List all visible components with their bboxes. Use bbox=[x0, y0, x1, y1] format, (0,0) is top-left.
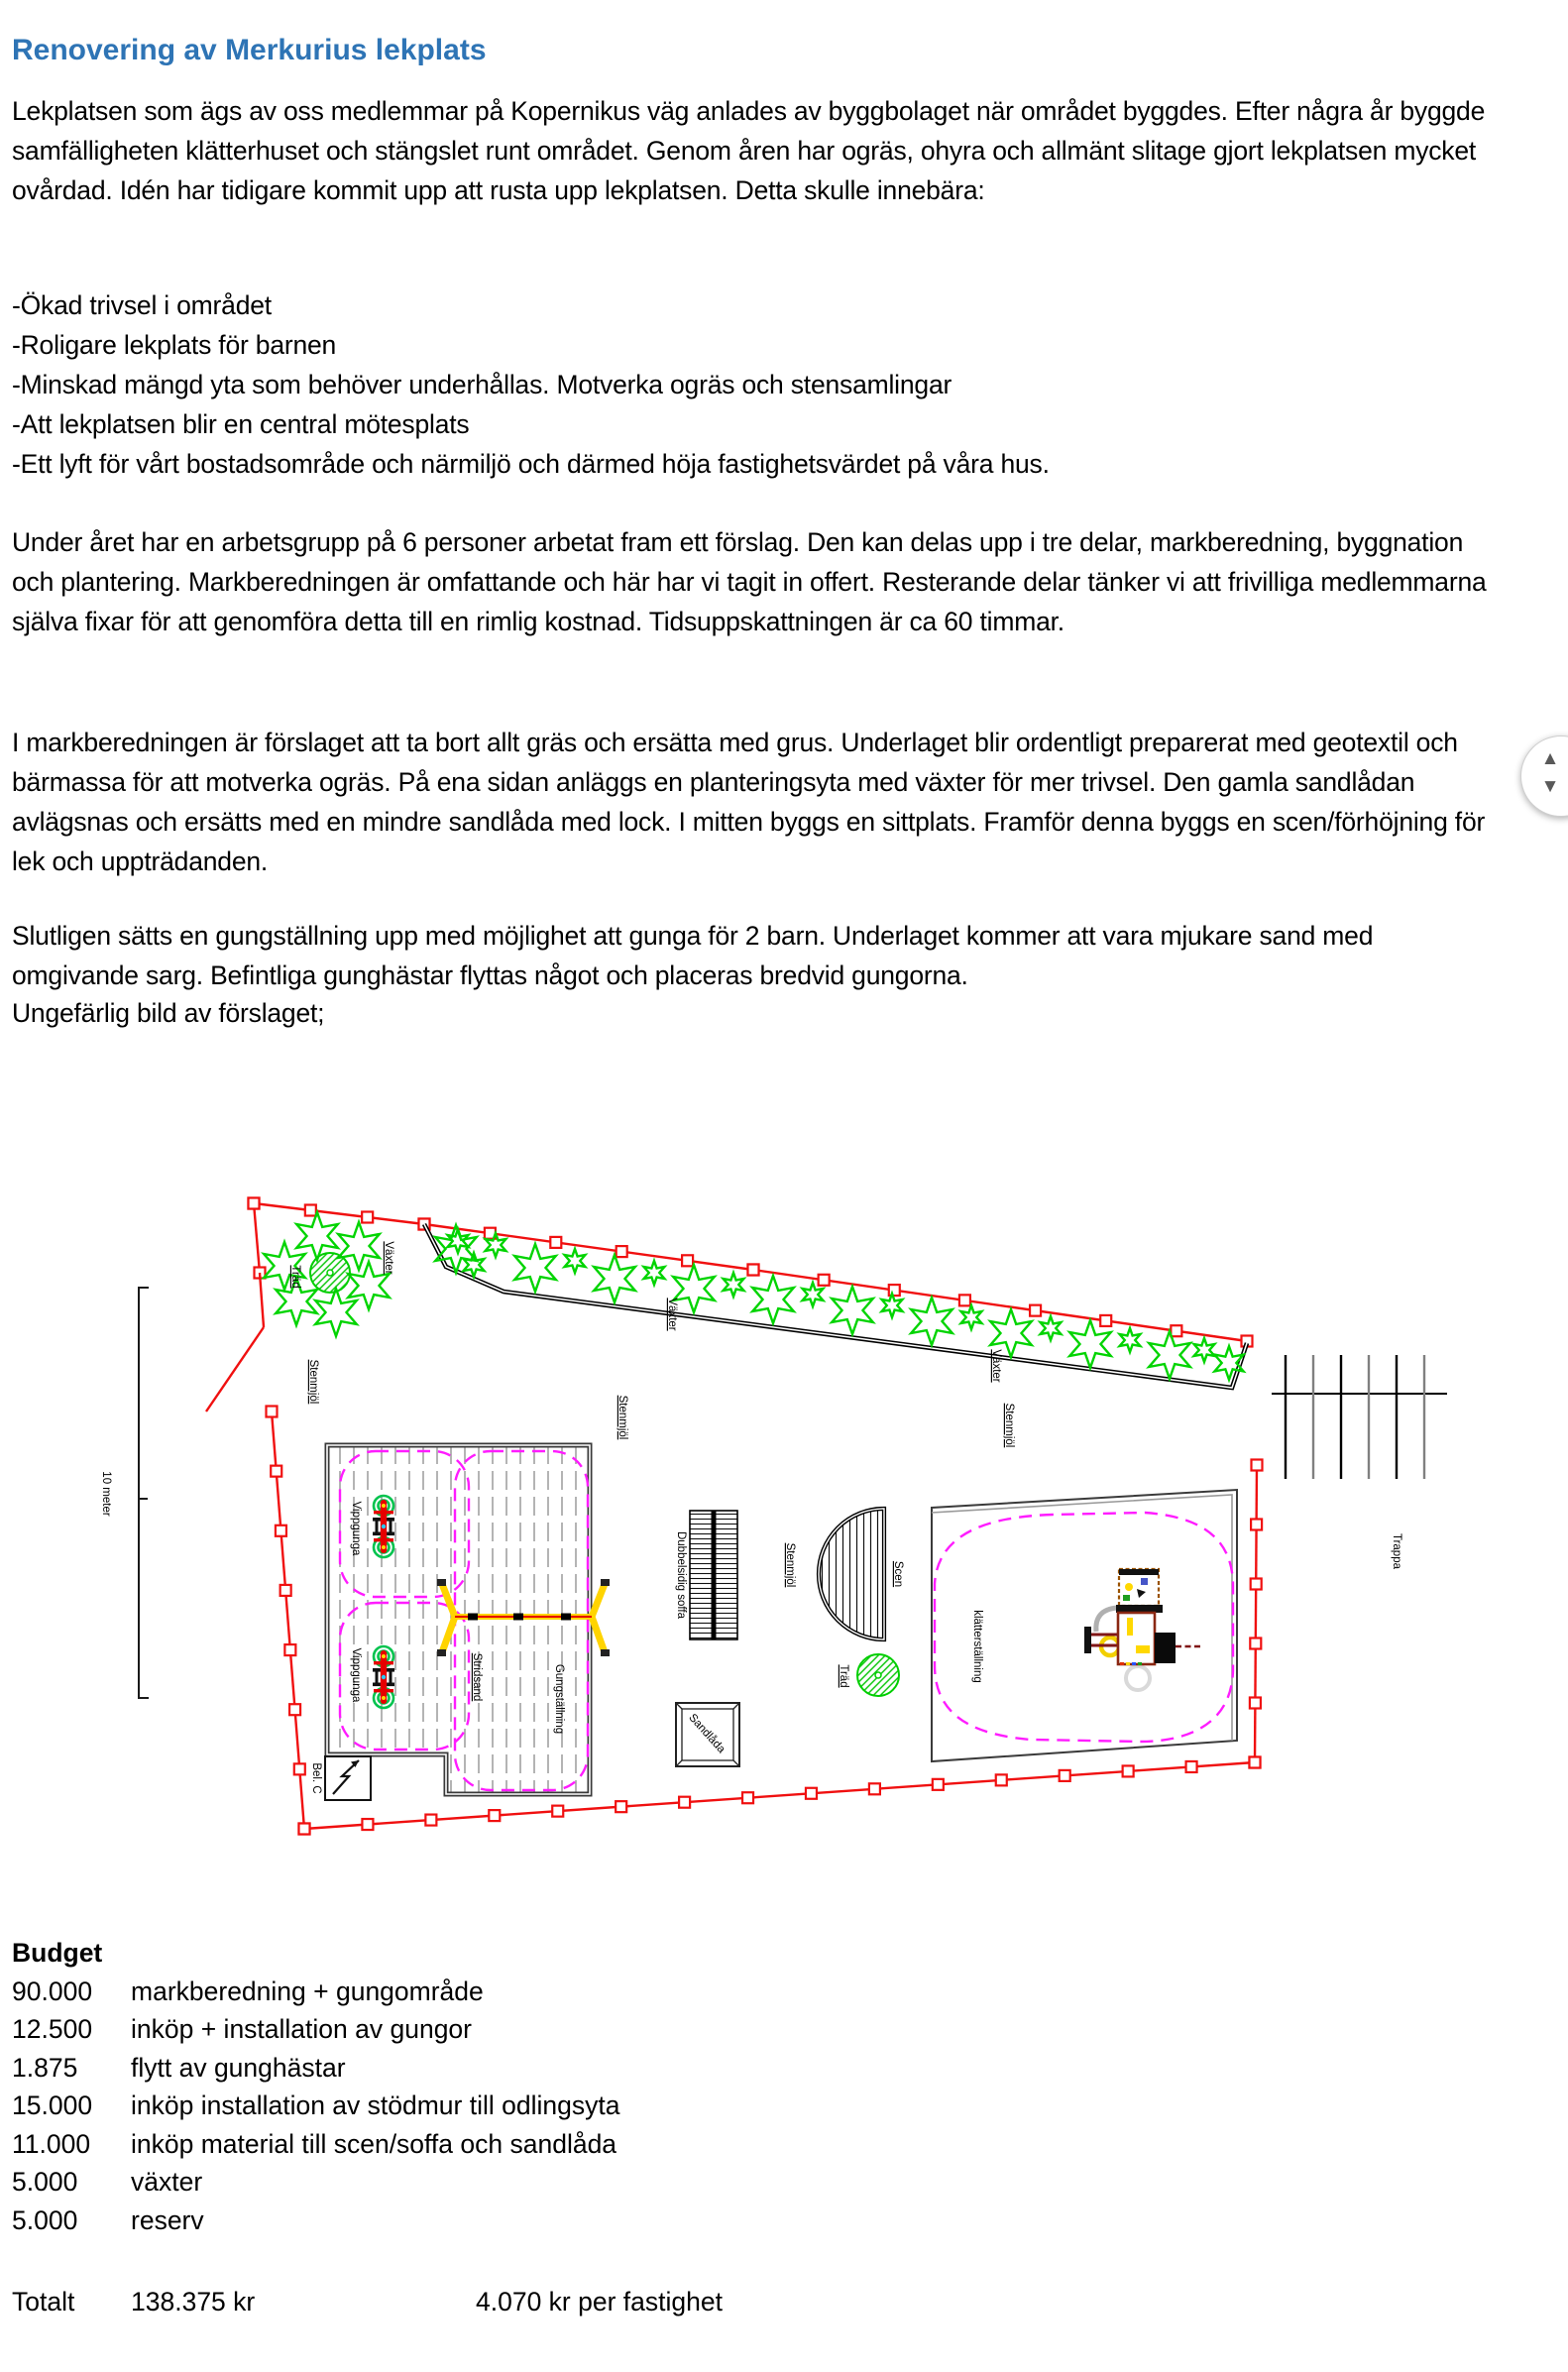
budget-row bbox=[12, 2202, 619, 2240]
budget-amount: 15.000 bbox=[12, 2090, 93, 2120]
budget-amount: 1.875 bbox=[12, 2052, 78, 2083]
plan-label-gungstallning: Gungställning bbox=[552, 1663, 565, 1735]
plan-label-stenmjol: Stenmjöl bbox=[306, 1359, 319, 1405]
list-item: -Ett lyft för vårt bostadsområde och närmiljö och därmed höja fastighetsvärdet på våra hus. bbox=[12, 449, 1050, 479]
plan-label-vaxter: Växter bbox=[989, 1349, 1002, 1383]
plan-label-vippgunga: Vippgunga bbox=[349, 1501, 362, 1556]
plan-label-stenmjol: Stenmjöl bbox=[616, 1395, 628, 1440]
scroll-up-icon[interactable]: ▲ bbox=[1540, 748, 1560, 769]
plan-label-dubbelsidig-soffa: Dubbelsidig soffa bbox=[674, 1530, 687, 1620]
total-label: Totalt bbox=[12, 2287, 75, 2316]
budget-row bbox=[12, 2087, 619, 2125]
swings-paragraph: Slutligen sätts en gungställning upp med möjlighet att gunga för 2 barn. Underlaget kommer att vara mjukare sand med omgivande sarg. Befintliga gunghästar flyttas något och placeras bredvid gungorna. bbox=[12, 921, 1374, 990]
budget-item: flytt av gunghästar bbox=[131, 2052, 346, 2083]
scale-label: 10 meter bbox=[99, 1471, 112, 1517]
list-item: -Ökad trivsel i området bbox=[12, 290, 272, 320]
budget-item: inköp material till scen/soffa och sandlåda bbox=[131, 2128, 617, 2159]
plan-label-trad: Träd bbox=[837, 1664, 849, 1688]
tree-symbol bbox=[857, 1654, 899, 1696]
budget-section bbox=[12, 1934, 619, 2239]
plan-label-bel-c: Bel. C bbox=[309, 1762, 322, 1794]
plan-label-scen: Scen bbox=[891, 1560, 904, 1588]
plan-label-vippgunga: Vippgunga bbox=[349, 1647, 362, 1703]
budget-heading: Budget bbox=[12, 1938, 103, 1968]
list-item: -Roligare lekplats för barnen bbox=[12, 330, 337, 360]
plan-label-stridsand: Stridsand bbox=[470, 1652, 483, 1702]
budget-amount: 11.000 bbox=[12, 2128, 91, 2159]
bench-double-sided bbox=[690, 1511, 737, 1639]
budget-row bbox=[12, 2125, 619, 2164]
budget-row bbox=[12, 2163, 619, 2202]
list-item: -Att lekplatsen blir en central mötesplats bbox=[12, 409, 470, 439]
groundwork-paragraph: I markberedningen är förslaget att ta bort allt gräs och ersätta med grus. Underlaget blir ordentligt preparerat med geotextil och bärmassa för att motverka ogräs. På ena sidan anläggs en planteringsyta med växter för mer trivsel. Den gamla sandlådan avlägsnas och ersätts med en mindre sandlåda med lock. I mitten byggs en sittplats. Framför denna byggs en scen/förhöjning för lek och uppträdanden. bbox=[12, 728, 1486, 876]
budget-amount: 5.000 bbox=[12, 2167, 78, 2197]
retaining-wall bbox=[424, 1224, 1247, 1388]
figure-caption: Ungefärlig bild av förslaget; bbox=[12, 998, 325, 1028]
stairs-symbol bbox=[1272, 1355, 1447, 1479]
total-amount: 138.375 kr bbox=[131, 2287, 256, 2316]
plan-label-stenmjol: Stenmjöl bbox=[1002, 1403, 1015, 1448]
budget-total-row bbox=[12, 2287, 723, 2317]
plan-label-stenmjol: Stenmjöl bbox=[783, 1542, 796, 1588]
intro-paragraph: Lekplatsen som ägs av oss medlemmar på Kopernikus väg anlades av byggbolaget när området byggdes. Efter några år byggde samfälligheten klätterhuset och stängslet runt området. Genom åren har ogräs, ohyra och allmänt slitage gjort lekplatsen mycket ovårdad. Idén har tidigare kommit upp att rusta upp lekplatsen. Detta skulle innebära: bbox=[12, 96, 1486, 205]
workgroup-paragraph: Under året har en arbetsgrupp på 6 personer arbetat fram ett förslag. Den kan delas upp i tre delar, markberedning, byggnation och plantering. Markberedningen är omfattande och här har vi tagit in offert. Resterande delar tänker vi att frivilliga medlemmarna själva fixar för att genomföra detta till en rimlig kostnad. Tidsuppskattningen är ca 60 timmar. bbox=[12, 527, 1487, 636]
stage-half-circle bbox=[819, 1509, 884, 1639]
budget-item: inköp + installation av gungor bbox=[131, 2014, 472, 2044]
benefits-list bbox=[12, 285, 1501, 484]
plan-label-trappa: Trappa bbox=[1390, 1532, 1402, 1570]
budget-item: växter bbox=[131, 2167, 203, 2197]
total-per-property: 4.070 kr per fastighet bbox=[476, 2287, 723, 2316]
plan-label-sandlada: Sandlåda bbox=[686, 1711, 728, 1756]
budget-amount: 90.000 bbox=[12, 1976, 93, 2006]
plan-label-klatterstallning: klätterställning bbox=[970, 1610, 983, 1683]
budget-item: reserv bbox=[131, 2204, 204, 2235]
budget-item: markberedning + gungområde bbox=[131, 1976, 484, 2006]
budget-item: inköp installation av stödmur till odlingsyta bbox=[131, 2090, 620, 2120]
page-title: Renovering av Merkurius lekplats bbox=[12, 34, 487, 66]
list-item: -Minskad mängd yta som behöver underhållas. Motverka ogräs och stensamlingar bbox=[12, 370, 952, 399]
scale-bar bbox=[139, 1288, 149, 1698]
plan-label-vaxter: Växter bbox=[665, 1298, 678, 1331]
scroll-down-icon[interactable]: ▼ bbox=[1540, 776, 1560, 797]
tree-symbol bbox=[310, 1253, 350, 1293]
budget-row bbox=[12, 2010, 619, 2049]
lighting-cabinet bbox=[325, 1756, 371, 1800]
budget-row bbox=[12, 1973, 619, 2011]
budget-amount: 5.000 bbox=[12, 2204, 78, 2235]
budget-amount: 12.500 bbox=[12, 2014, 93, 2044]
plan-label-trad: Träd bbox=[288, 1265, 301, 1289]
plan-label-vaxter: Växter bbox=[382, 1241, 394, 1275]
budget-row bbox=[12, 2049, 619, 2088]
